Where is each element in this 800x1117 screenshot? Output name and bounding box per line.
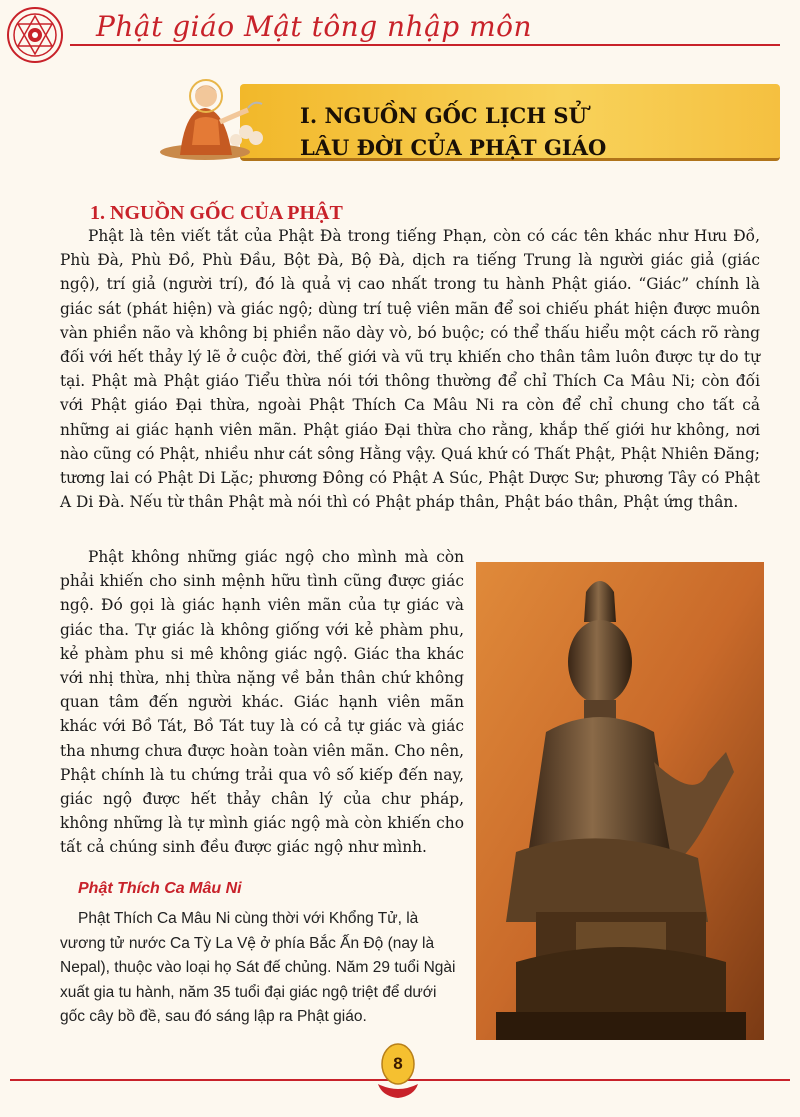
dharma-wheel-logo-icon bbox=[6, 6, 64, 64]
chapter-title bbox=[300, 100, 770, 164]
chapter-title-line2: LÂU ĐỜI CỦA PHẬT GIÁO bbox=[300, 135, 607, 160]
book-title: Phật giáo Mật tông nhập môn bbox=[96, 10, 533, 43]
section-heading: 1. NGUỒN GỐC CỦA PHẬT bbox=[90, 202, 343, 224]
chapter-title-line1: I. NGUỒN GỐC LỊCH SỬ bbox=[300, 103, 587, 128]
paragraph-2: Phật không những giác ngộ cho mình mà còn phải khiến cho sinh mệnh hữu tình cũng được giác ngộ. Đó gọi là giác hạnh viên mãn của tự giác và giác tha. Tự giác là không giống với kẻ phàm phu, kẻ phàm phu si mê không giác ngộ. Giác tha khác với nhị thừa, nhị thừa nặng về bản thân chứ không quan tâm đến người khác. Giác hạnh viên mãn khác với Bồ Tát, Bồ Tát tuy là có cả tự giác và giác tha nhưng chưa được hoàn toàn viên mãn. Cho nên, Phật chính là tu chứng trải qua vô số kiếp đến nay, giác ngộ được hết thảy chân lý của chư pháp, không những là tự mình giác ngộ mà còn khiến cho tất cả chúng sinh đều được giác ngộ như mình. bbox=[60, 548, 464, 857]
sidebar-text: Phật Thích Ca Mâu Ni cùng thời với Khổng Tử, là vương tử nước Ca Tỳ La Vệ ở phía Bắc Ấn Độ (nay là Nepal), thuộc vào loại họ Sát đế chủng. Năm 29 tuổi Ngài xuất gia tu hành, năm 35 tuổi đại giác ngộ triệt để dưới gốc cây bồ đề, sau đó sáng lập ra Phật giáo. bbox=[60, 910, 456, 1025]
page-header bbox=[0, 0, 800, 70]
sidebar-heading: Phật Thích Ca Mâu Ni bbox=[78, 880, 242, 897]
buddha-statue-photo bbox=[476, 562, 764, 1040]
paragraph-1: Phật là tên viết tắt của Phật Đà trong tiếng Phạn, còn có các tên khác như Hưu Đồ, Phù Đà, Phù Đồ, Phù Đầu, Bột Đà, Bộ Đà, dịch ra tiếng Trung là người giác giả (giác ngộ), trí giả (người trí), đó là quả vị cao nhất trong tu hành Phật giáo. “Giác” chính là giác sát (phát hiện) và giác ngộ; dùng trí tuệ viên mãn để soi chiếu phát hiện được muôn vàn phiền não và không bị phiền não dày vò, bó buộc; có thể thấu hiểu một cách rõ ràng đối với hết thảy lý lẽ ở cuộc đời, thế giới và vũ trụ khiến cho thân tâm luôn được tự do tự tại. Phật mà Phật giáo Tiểu thừa nói tới thông thường để chỉ Thích Ca Mâu Ni; còn đối với Phật giáo Đại thừa, ngoài Phật Thích Ca Mâu Ni ra còn để chỉ chung cho tất cả những ai giác hạnh viên mãn. Phật giáo Đại thừa cho rằng, khắp thế giới hư không, nơi nào cũng có Phật, nhiều như cát sông Hằng vậy. Quá khứ có Thất Phật, Phật Nhiên Đăng; tương lai có Phật Di Lặc; phương Đông có Phật A Súc, Phật Dược Sư; phương Tây có Phật A Di Đà. Nếu từ thân Phật mà nói thì có Phật pháp thân, Phật báo thân, Phật ứng thân. bbox=[60, 227, 760, 512]
header-divider bbox=[70, 44, 780, 46]
page-number-badge bbox=[370, 1040, 426, 1100]
page-number: 8 bbox=[393, 1054, 403, 1073]
chapter-banner bbox=[150, 70, 782, 160]
monk-illustration-icon bbox=[150, 70, 290, 160]
